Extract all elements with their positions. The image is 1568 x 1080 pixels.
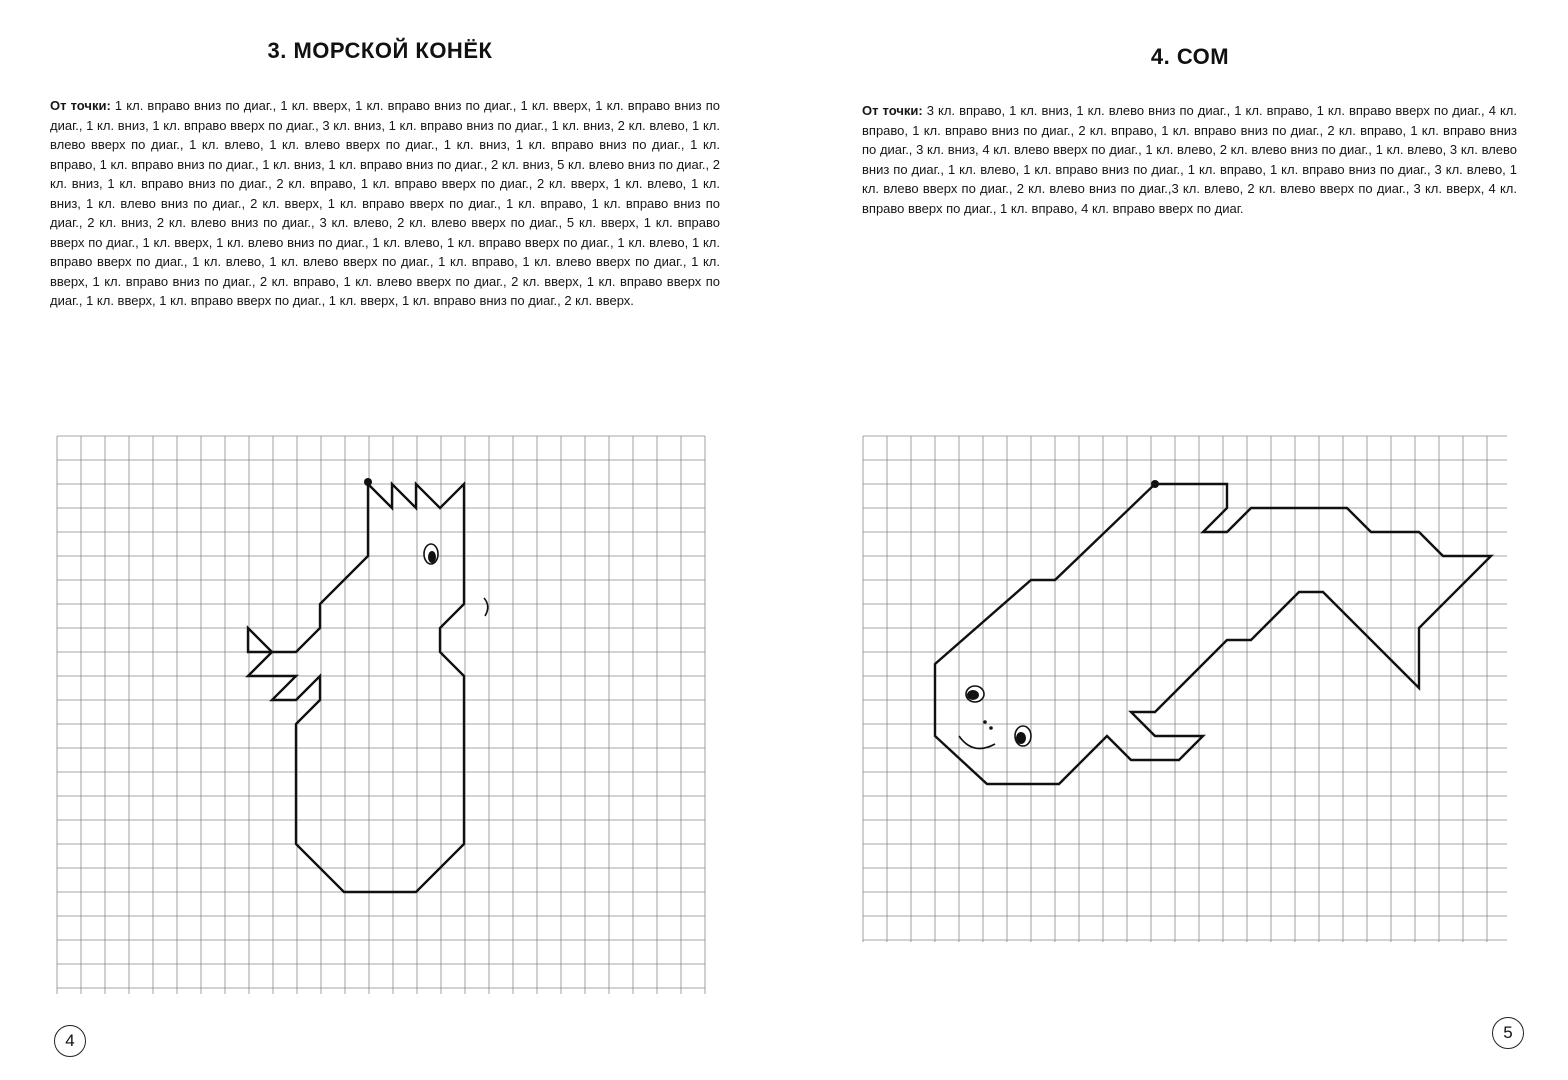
catfish-mouth [959,736,995,749]
seahorse-mouth [484,598,488,616]
page-title-seahorse: 3. МОРСКОЙ КОНЁК [267,38,493,63]
start-dot [1151,480,1159,488]
catfish-grid [863,436,1509,944]
instructions-catfish [862,101,1517,218]
instructions-body: 1 кл. вправо вниз по диаг., 1 кл. вверх, 1 кл. вправо вниз по диаг., 1 кл. вверх, 1 кл. вправо вниз по диаг., 1 кл. вниз, 1 кл. вправо вверх по диаг., 3 кл. вниз, 1 кл. вправо вниз по диаг., 1 кл. вниз, 2 кл. влево, 1 кл. влево вверх по диаг., 1 кл. влево, 1 кл. влево вверх по диаг., 1 кл. вниз, 1 кл. вправо вниз по диаг., 1 кл. вправо, 1 кл. вправо вниз по диаг., 1 кл. вниз, 1 кл. вправо вниз по диаг., 2 кл. вниз, 5 кл. влево вниз по диаг., 2 кл. вниз, 1 кл. вправо вниз по диаг., 2 кл. вправо, 1 кл. вправо вверх по диаг., 2 кл. вверх, 1 кл. влево, 1 кл. вниз, 1 кл. влево вниз по диаг., 2 кл. вверх, 1 кл. вправо вверх по диаг., 1 кл. вправо, 1 кл. вправо вниз по диаг., 2 кл. вниз, 2 кл. влево вниз по диаг., 3 кл. влево, 2 кл. влево вверх по диаг., 5 кл. вверх, 1 кл. вправо вверх по диаг., 1 кл. вверх, 1 кл. влево вниз по диаг., 1 кл. влево, 1 кл. вправо вверх по диаг., 1 кл. влево, 1 кл. вправо вверх по диаг., 1 кл. влево, 1 кл. влево вверх по диаг., 1 кл. вправо, 1 кл. влево вверх по диаг., 1 кл. вверх, 1 кл. вправо вниз по диаг., 2 кл. вправо, 1 кл. влево вверх по диаг., 2 кл. вверх, 1 кл. вправо вверх по диаг., 1 кл. вверх, 1 кл. вправо вверх по диаг., 1 кл. вверх, 1 кл. вправо вниз по диаг., 2 кл. вверх. [50,98,720,308]
instructions-lead-right: От точки: [862,103,923,118]
instructions-lead: От точки: [50,98,111,113]
catfish-nostril [989,726,993,730]
catfish-nostril [983,720,987,724]
grid-lines [57,436,705,994]
page-title-catfish: 4. СОМ [1150,44,1230,69]
catfish-pupil-right [1016,732,1026,744]
seahorse-pupil [428,551,436,563]
grid-lines-right [863,436,1507,942]
catfish-pupil-left [967,690,979,700]
seahorse-grid [57,436,707,996]
instructions-body-right: 3 кл. вправо, 1 кл. вниз, 1 кл. влево вниз по диаг., 1 кл. вправо, 1 кл. вправо вверх по диаг., 4 кл. вправо, 1 кл. вправо вниз по диаг., 2 кл. вправо, 1 кл. вправо вниз по диаг., 2 кл. вправо, 1 кл. вправо вниз по диаг., 3 кл. вниз, 4 кл. влево вверх по диаг., 1 кл. влево, 2 кл. влево вниз по диаг., 1 кл. влево, 3 кл. влево вниз по диаг., 1 кл. влево, 1 кл. вправо вниз по диаг., 1 кл. вправо, 1 кл. вправо вниз по диаг., 3 кл. влево, 1 кл. влево вверх по диаг., 2 кл. влево вниз по диаг.,3 кл. влево, 2 кл. влево вверх по диаг., 3 кл. вверх, 4 кл. вправо вверх по диаг., 1 кл. вправо, 4 кл. вправо вверх по диаг. [862,103,1517,216]
page-number-right: 5 [1492,1017,1524,1049]
page-number-left: 4 [54,1025,86,1057]
instructions-seahorse [50,96,720,311]
start-dot [364,478,372,486]
